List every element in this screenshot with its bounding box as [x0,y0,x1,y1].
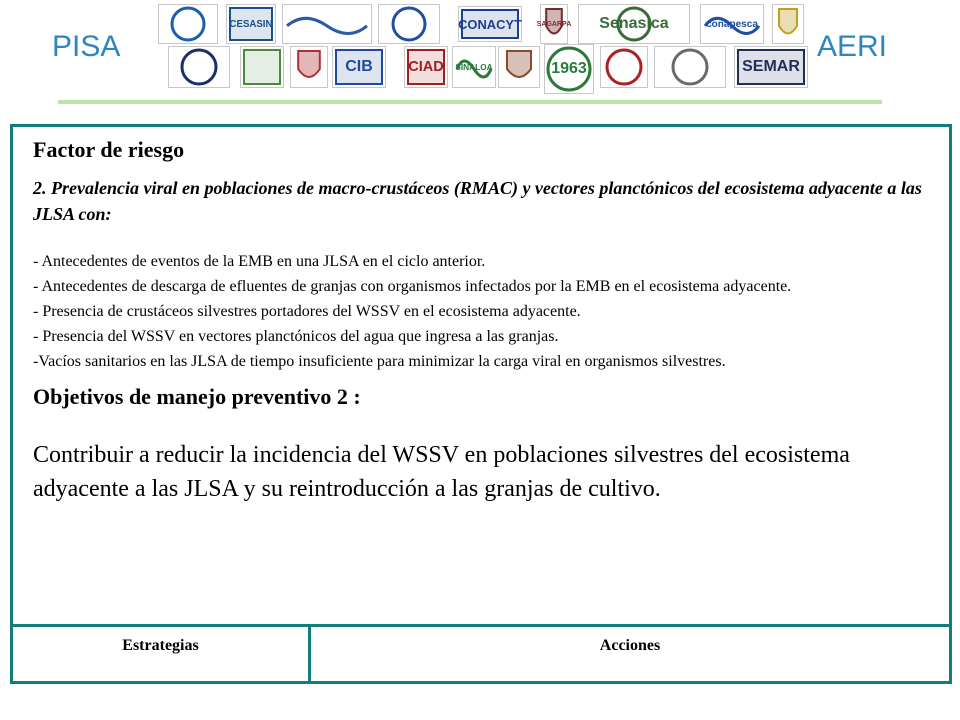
logo-semar [734,46,808,88]
logo-green-mural-emblem [241,47,283,87]
logo-sagarpa-text: SAGARPA [536,20,572,28]
risk-factor-list [33,249,933,374]
risk-factor-panel [10,124,952,627]
logo-blue-circle-emblem [159,5,217,43]
logo-semar-text: SEMAR [742,58,800,75]
logo-ciad-text: CIAD [408,59,444,75]
logo-conapesca-text: conapesca [706,18,758,30]
logo-senasica [578,4,690,44]
list-item: - Presencia de crustáceos silvestres portadores del WSSV en el ecosistema adyacente. [33,303,581,320]
logo-comite-bcs-emblem [379,5,439,43]
logo-cesasin-text: CESASIN [229,18,273,30]
logo-laboratorio-emblem [655,47,725,87]
logo-sonora-seal [290,46,328,88]
acciones-header: Acciones [599,637,661,654]
logo-state-seal-emblem [773,5,803,43]
logo-unam-emblem [169,47,229,87]
logo-sinaloa [452,46,496,88]
risk-factor-title: Factor de riesgo [33,137,185,162]
pisa-label: PISA [52,30,121,63]
logo-blue-circle [158,4,218,44]
logo-aztec-glyph-emblem [499,47,539,87]
logo-sonora-seal-emblem [291,47,327,87]
logo-environmental-seal [544,44,594,94]
logo-state-seal [772,4,804,44]
logo-comite-nayarit [282,4,372,44]
logo-cib-text: CIB [345,58,373,75]
logo-conacyt-text: CONACYT [458,16,522,32]
objectives-text: Contribuir a reducir la incidencia del WSSV en poblaciones silvestres del ecosistema adyacente a las JLSA y su reintroducción a las granjas de cultivo. [33,442,850,502]
logo-ciad [404,46,448,88]
logo-sinaloa-text: SINALOA [455,62,493,72]
logo-comite-bcs [378,4,440,44]
logo-comite-nayarit-emblem [283,5,371,43]
list-item: - Antecedentes de descarga de efluentes de granjas con organismos infectados por la EMB en el ecosistema adyacente. [33,278,792,295]
list-item: - Presencia del WSSV en vectores planctónicos del agua que ingresa a las granjas. [33,328,559,345]
list-item: - Antecedentes de eventos de la EMB en una JLSA en el ciclo anterior. [33,253,486,270]
risk-factor-subtitle: 2. Prevalencia viral en poblaciones de macro-crustáceos (RMAC) y vectores planctónicos del ecosistema adyacente a las JLSA con: [33,178,922,224]
logo-laboratorio [654,46,726,88]
logo-cib [332,46,386,88]
objectives-title: Objetivos de manejo preventivo 2 : [33,384,361,409]
logo-sagarpa [536,4,572,44]
header-divider [58,100,882,104]
logo-conapesca [700,4,764,44]
logo-environmental-seal-text: 1963 [551,60,587,77]
logo-conacyt [458,6,522,42]
logo-unam [168,46,230,88]
logo-senasica-text: Senasica [599,15,669,32]
logo-red-seal-emblem [601,47,647,87]
logo-red-seal [600,46,648,88]
aeri-label: AERI [817,30,888,63]
list-item: -Vacíos sanitarios en las JLSA de tiempo insuficiente para minimizar la carga viral en organismos silvestres. [33,353,726,370]
logo-aztec-glyph [498,46,540,88]
logo-cesasin [226,4,276,44]
estrategias-header: Estrategias [13,627,311,681]
logo-green-mural [240,46,284,88]
strategy-table-header [10,624,952,684]
